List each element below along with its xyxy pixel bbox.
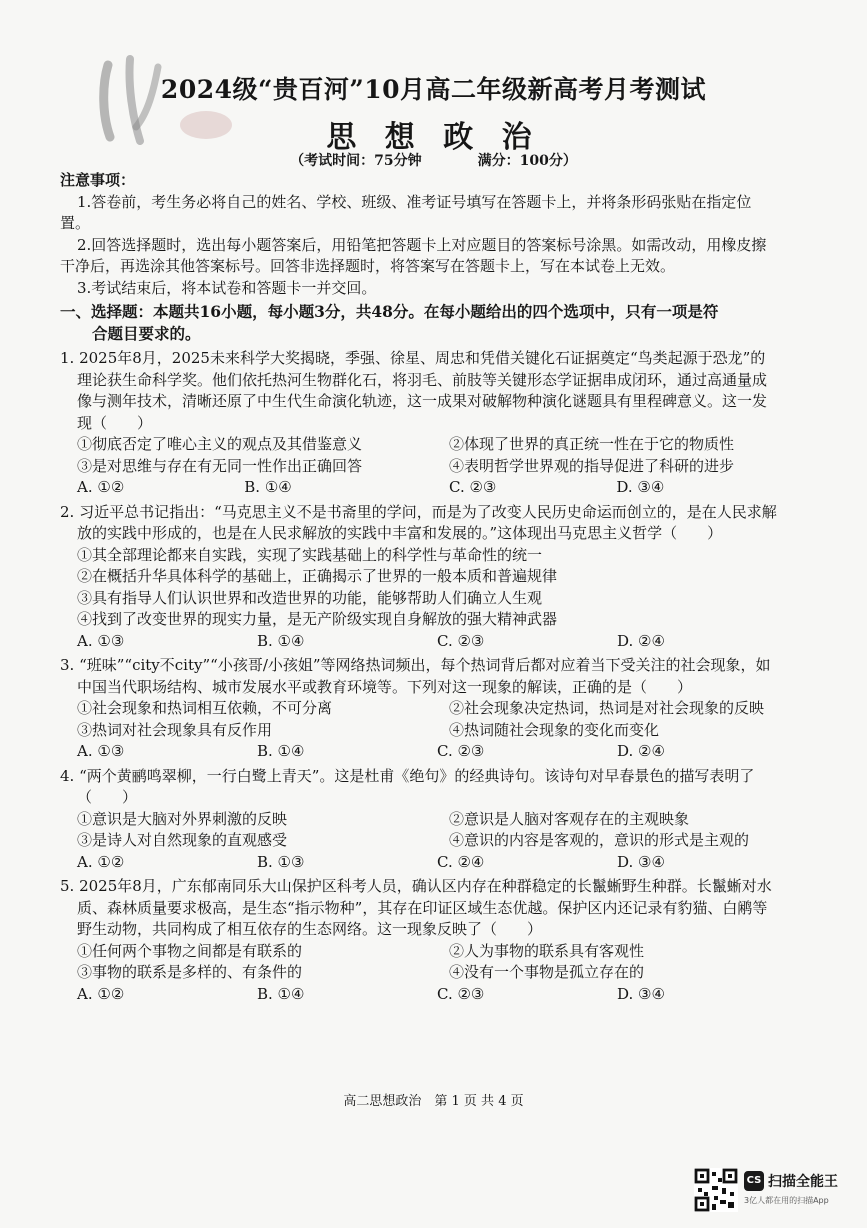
- notice-item: 2.回答选择题时，选出每小题答案后，用铅笔把答题卡上对应题目的答案标号涂黑。如需改动，用橡皮擦干净后，再选涂其他答案标号。回答非选择题时，将答案写在答题卡上，写在本试卷上无效。: [60, 235, 767, 275]
- statement: ①彻底否定了唯心主义的观点及其借鉴意义: [77, 435, 363, 453]
- statement: ④意识的内容是客观的，意识的形式是主观的: [449, 831, 750, 849]
- statement: ③具有指导人们认识世界和改造世界的功能，能够帮助人们确立人生观: [77, 588, 543, 607]
- notice-heading: 注意事项：: [60, 171, 136, 189]
- question-stem: 3. “班味”“city不city”“小孩哥/小孩姐”等网络热词频出，每个热词背后都对应着当下受关注的社会现象，如中国当代职场结构、城市发展水平或教育环境等。下列对这一现象的解读，正确的是（ ）: [60, 656, 771, 696]
- statement: ②在概括升华具体科学的基础上，正确揭示了世界的一般本质和普遍规律: [77, 567, 558, 585]
- statement: ④没有一个事物是孤立存在的: [449, 963, 645, 981]
- statement: ④热词随社会现象的变化而变化: [449, 720, 660, 739]
- full-score: 满分：100分）: [477, 153, 577, 169]
- answer-choice: C. ②③: [437, 984, 485, 1003]
- exam-title: 2024级“贵百河”10月高二年级新高考月考测试: [160, 75, 707, 104]
- answer-choice: A. ①② B. ①④: [77, 478, 292, 496]
- answer-choice: C. ②③: [437, 742, 485, 760]
- answer-choice: B. ①④: [257, 984, 305, 1003]
- answer-choice: C. ②③: [437, 631, 485, 650]
- statement-options: [60, 941, 780, 984]
- answer-choices: [60, 631, 780, 653]
- statement: ①其全部理论都来自实践，实现了实践基础上的科学性与革命性的统一: [77, 545, 543, 564]
- statement: ③事物的联系是多样的、有条件的: [77, 963, 303, 981]
- answer-choice: D. ②④: [617, 742, 665, 760]
- answer-choices: [60, 477, 780, 499]
- subject-title: 思 想 政 治: [326, 120, 541, 155]
- answer-choice: D. ②④: [617, 631, 665, 650]
- question-5: [60, 876, 780, 1005]
- brand-tagline: 3亿人都在用的扫描App: [744, 1195, 829, 1205]
- statement: ②社会现象决定热词，热词是对社会现象的反映: [449, 699, 765, 717]
- scanner-brand: [744, 1170, 838, 1206]
- notice-item: 1.答卷前，考生务必将自己的姓名、学校、班级、准考证号填写在答题卡上，并将条形码张贴在指定位置。: [60, 192, 752, 232]
- statement: ③是诗人对自然现象的直观感受: [77, 831, 288, 849]
- answer-choice: C. ②③ D. ③④: [449, 478, 665, 496]
- answer-choices: [60, 741, 780, 763]
- section-heading-cont: 合题目要求的。: [92, 324, 201, 343]
- question-stem: 4. “两个黄鹂鸣翠柳，一行白鹭上青天”。这是杜甫《绝句》的经典诗句。该诗句对早春景色的描写表明了（ ）: [60, 766, 755, 806]
- question-2: [60, 502, 780, 653]
- exam-time: （考试时间：75分钟: [290, 153, 422, 169]
- statement: ①社会现象和热词相互依赖，不可分离: [77, 699, 333, 717]
- qr-code-icon: [694, 1168, 738, 1212]
- brand-name: 扫描全能王: [768, 1173, 838, 1190]
- answer-choice: C. ②④: [437, 852, 485, 871]
- answer-choice: B. ①④: [257, 631, 305, 650]
- answer-choice: B. ①④: [257, 742, 305, 760]
- notice-item: 3.考试结束后，将本试卷和答题卡一并交回。: [77, 278, 377, 297]
- cs-badge-icon: CS: [744, 1171, 764, 1191]
- statement: ③热词对社会现象具有反作用: [77, 720, 273, 739]
- answer-choice: B. ①③: [257, 852, 305, 871]
- statement: ②意识是人脑对客观存在的主观映象: [449, 809, 690, 828]
- statement: ④找到了改变世界的现实力量，是无产阶级实现自身解放的强大精神武器: [77, 610, 558, 628]
- answer-choice: A. ①②: [77, 984, 125, 1003]
- question-1: [60, 348, 780, 499]
- answer-choice: D. ③④: [617, 852, 665, 871]
- statement: ①意识是大脑对外界刺激的反映: [77, 809, 288, 828]
- answer-choice: A. ①③: [77, 631, 125, 650]
- question-stem: 1. 2025年8月，2025未来科学大奖揭晓，季强、徐星、周忠和凭借关键化石证据奠定“鸟类起源于恐龙”的理论获生命科学奖。他们依托热河生物群化石，将羽毛、前肢等关键形态学证据串成闭环，通过高通量成像与测年技术，清晰还原了中生代生命演化轨迹，这一成果对破解物种演化谜题具有里程碑意义。这一发现（ ）: [60, 349, 768, 432]
- answer-choice: A. ①③: [77, 742, 125, 760]
- answer-choice: D. ③④: [617, 984, 665, 1003]
- answer-choices: [60, 984, 780, 1006]
- question-3: [60, 655, 780, 763]
- question-4: [60, 766, 780, 874]
- statement: ②体现了世界的真正统一性在于它的物质性: [449, 435, 735, 453]
- statement: ③是对思维与存在有无同一性作出正确回答: [77, 456, 363, 475]
- statement-options: [60, 809, 780, 852]
- statement: ④表明哲学世界观的指导促进了科研的进步: [449, 456, 735, 475]
- answer-choice: A. ①②: [77, 852, 125, 871]
- section-heading: 一、选择题：本题共16小题，每小题3分，共48分。在每小题给出的四个选项中，只有一项是符: [60, 302, 719, 321]
- page-footer: 高二思想政治 第 1 页 共 4 页: [343, 1094, 524, 1109]
- statement: ①任何两个事物之间都是有联系的: [77, 941, 303, 960]
- question-stem: 2. 习近平总书记指出：“马克思主义不是书斋里的学问，而是为了改变人民历史命运而创立的，是在人民求解放的实践中形成的，也是在人民求解放的实践中丰富和发展的。”这体现出马克思主义哲学（ ）: [60, 502, 777, 542]
- statement-options: [60, 434, 780, 477]
- question-stem: 5. 2025年8月，广东郁南同乐大山保护区科考人员，确认区内存在种群稳定的长鬣蜥野生种群。长鬣蜥对水质、森林质量要求极高，是生态“指示物种”，其存在印证区域生态优越。保护区内还记录有豹猫、白鹇等野生动物，共同构成了相互依存的生态网络。这一现象反映了（ ）: [60, 877, 772, 938]
- answer-choices: [60, 852, 780, 874]
- exam-info: [0, 150, 867, 170]
- statement: ②人为事物的联系具有客观性: [449, 941, 645, 960]
- statement-options: [60, 698, 780, 741]
- exam-content: [60, 170, 780, 1005]
